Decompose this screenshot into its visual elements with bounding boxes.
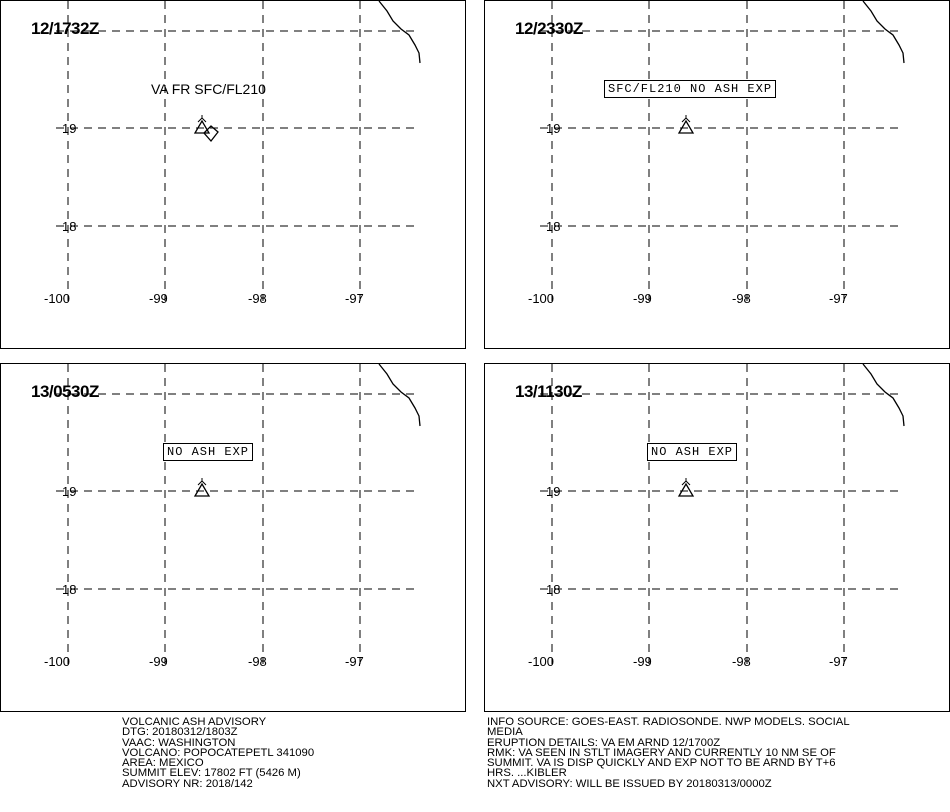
coastline — [379, 1, 420, 63]
advisory-line: SUMMIT. VA IS DISP QUICKLY AND EXP NOT TO BE ARND BY T+6 — [487, 757, 836, 770]
advisory-details-right — [487, 717, 850, 789]
forecast-time-label: 13/1130Z — [515, 382, 582, 401]
lat-label-18: 18 — [546, 582, 561, 597]
lon-label-97: -97 — [829, 654, 848, 669]
advisory-line: VOLCANIC ASH ADVISORY — [122, 716, 267, 728]
map-panel-3 — [0, 363, 466, 712]
advisory-line: DTG: 20180312/1803Z — [122, 726, 238, 739]
lon-label-100: -100 — [44, 654, 71, 669]
advisory-line: VAAC: WASHINGTON — [122, 736, 236, 749]
advisory-line: AREA: MEXICO — [122, 757, 204, 770]
lon-label-98: -98 — [248, 291, 267, 306]
lon-label-98: -98 — [732, 654, 751, 669]
volcano-triangle-icon — [195, 484, 209, 496]
volcano-triangle-icon — [679, 484, 693, 496]
advisory-line: MEDIA — [487, 726, 523, 739]
lon-label-97: -97 — [345, 291, 364, 306]
lon-label-97: -97 — [345, 654, 364, 669]
advisory-line: ADVISORY NR: 2018/142 — [122, 777, 253, 790]
advisory-header-left — [122, 717, 314, 789]
lon-label-100: -100 — [44, 291, 71, 306]
map-panel-2 — [484, 0, 950, 349]
advisory-line: RMK: VA SEEN IN STLT IMAGERY AND CURRENTLY 10 NM SE OF — [487, 746, 836, 759]
map-grid-4 — [485, 364, 950, 713]
forecast-time-label: 12/1732Z — [31, 19, 99, 38]
volcano-triangle-icon — [195, 121, 209, 133]
lon-label-99: -99 — [149, 654, 168, 669]
ash-forecast-box: NO ASH EXP — [163, 443, 253, 461]
lat-label-19: 19 — [62, 484, 77, 499]
lat-label-18: 18 — [62, 219, 77, 234]
lon-label-99: -99 — [633, 291, 652, 306]
lon-label-100: -100 — [528, 291, 555, 306]
lon-label-99: -99 — [149, 291, 168, 306]
ash-forecast-box: NO ASH EXP — [647, 443, 737, 461]
coastline — [379, 364, 420, 426]
lon-label-99: -99 — [633, 654, 652, 669]
advisory-line: ERUPTION DETAILS: VA EM ARND 12/1700Z — [487, 736, 721, 749]
map-panel-4 — [484, 363, 950, 712]
map-grid-2 — [485, 1, 950, 350]
ash-level-label: VA FR SFC/FL210 — [151, 81, 266, 97]
map-grid-1 — [1, 1, 467, 350]
coastline — [863, 364, 904, 426]
advisory-line: INFO SOURCE: GOES-EAST. RADIOSONDE. NWP MODELS. SOCIAL — [487, 716, 850, 728]
advisory-line: SUMMIT ELEV: 17802 FT (5426 M) — [122, 767, 301, 780]
map-panel-1 — [0, 0, 466, 349]
lon-label-97: -97 — [829, 291, 848, 306]
lat-label-19: 19 — [546, 484, 561, 499]
coastline — [863, 1, 904, 63]
lat-label-18: 18 — [62, 582, 77, 597]
ash-forecast-box: SFC/FL210 NO ASH EXP — [604, 80, 776, 98]
advisory-line: VOLCANO: POPOCATEPETL 341090 — [122, 746, 315, 759]
lon-label-98: -98 — [248, 654, 267, 669]
advisory-line: HRS. ...KIBLER — [487, 767, 567, 780]
lat-label-19: 19 — [62, 121, 77, 136]
forecast-time-label: 13/0530Z — [31, 382, 99, 401]
advisory-line: NXT ADVISORY: WILL BE ISSUED BY 20180313/0000Z — [487, 777, 772, 790]
forecast-time-label: 12/2330Z — [515, 19, 583, 38]
lat-label-19: 19 — [546, 121, 561, 136]
lon-label-100: -100 — [528, 654, 555, 669]
volcano-triangle-icon — [679, 121, 693, 133]
map-grid-3 — [1, 364, 467, 713]
lat-label-18: 18 — [546, 219, 561, 234]
lon-label-98: -98 — [732, 291, 751, 306]
